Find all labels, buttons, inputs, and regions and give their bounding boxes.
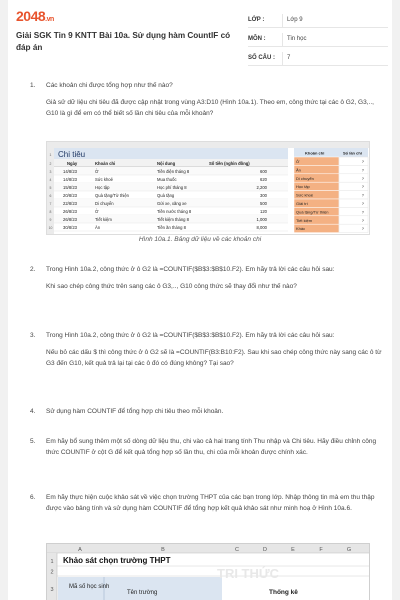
summary-count: ? bbox=[361, 159, 364, 164]
cell-category: Di chuyển bbox=[95, 200, 114, 206]
row-number: 3 bbox=[50, 587, 54, 593]
cell-date: 20/8/23 bbox=[63, 192, 77, 198]
cell-date: 26/8/23 bbox=[63, 208, 77, 214]
col-header-content: Nội dung bbox=[157, 161, 176, 166]
summary-category: Sức khoẻ bbox=[296, 192, 314, 198]
cell-amount: 2,200 bbox=[256, 184, 267, 190]
watermark: TRI THỨC bbox=[217, 566, 280, 581]
meta-value: Tin học bbox=[282, 33, 388, 46]
question-text: Các khoản chi được tổng hợp như thế nào? bbox=[46, 82, 173, 89]
row-number: 2 bbox=[50, 569, 54, 576]
question-number: 1. bbox=[30, 82, 36, 89]
question-text: Em hãy bổ sung thêm một số dòng dữ liệu thu, chi vào cả hai trang tính Thu nhập và Chi tiêu. Hãy điều chỉnh công thức COUNTIF ở cột G để kết quả tổng hợp số lần thu, chi của mỗi khoản được chính xác. bbox=[46, 438, 377, 456]
row-number: 10 bbox=[48, 225, 53, 230]
summary-header-count: Số lần chi bbox=[343, 150, 362, 156]
cell-content: Tiền ăn tháng 8 bbox=[157, 224, 186, 230]
cell-date: 22/8/23 bbox=[63, 200, 77, 206]
summary-category: Ở bbox=[296, 159, 300, 164]
cell-amount: 620 bbox=[260, 176, 267, 182]
col-b-label: Tên trường bbox=[127, 590, 158, 596]
cell-amount: 8,000 bbox=[256, 224, 267, 230]
summary-count: ? bbox=[361, 175, 364, 181]
cell-category: Sức khoẻ bbox=[95, 176, 113, 182]
column-letter: B bbox=[161, 547, 165, 553]
summary-category: Học tập bbox=[296, 184, 310, 190]
question-text: Khi sao chép công thức trên sang các ô G3,.., G10 công thức sẽ thay đổi như thế nào? bbox=[46, 283, 297, 290]
row-number: 3 bbox=[49, 169, 52, 174]
question-number: 5. bbox=[30, 438, 36, 445]
question-2 bbox=[30, 264, 382, 292]
cell-amount: 600 bbox=[260, 168, 267, 174]
question-number: 3. bbox=[30, 332, 36, 339]
cell-date: 14/8/23 bbox=[63, 176, 77, 182]
logo-main: 2048 bbox=[16, 8, 46, 24]
cell-category: Học tập bbox=[95, 184, 110, 190]
question-4 bbox=[30, 406, 382, 417]
row-number: 8 bbox=[49, 209, 52, 214]
question-text: Em hãy thực hiện cuộc khảo sát về việc chọn trường THPT của các bạn trong lớp. Nhập thông tin mà em thu thập được vào bảng tính và sử dụng hàm COUNTIF để tổng hợp kết quả khảo sát như minh hoạ ở Hình 10a.6. bbox=[46, 494, 375, 512]
survey-spreadsheet-image bbox=[47, 544, 369, 600]
column-letter: F bbox=[319, 547, 323, 553]
cell-content: Mua thuốc bbox=[157, 176, 177, 182]
question-text: Trong Hình 10a.2, công thức ở ô G2 là =COUNTIF($B$3:$B$10.F2). Em hãy trả lời các câu hỏi sau: bbox=[46, 332, 335, 339]
summary-rows bbox=[294, 157, 368, 233]
cell-category: Quà tặng/Từ thiện bbox=[95, 192, 129, 198]
summary-category: Khác bbox=[296, 226, 306, 232]
summary-count: ? bbox=[361, 209, 364, 215]
question-5 bbox=[30, 436, 382, 458]
question-1 bbox=[30, 80, 382, 119]
summary-count: ? bbox=[361, 217, 364, 223]
column-letter: A bbox=[78, 547, 82, 553]
cell-content: Tiền điện tháng 8 bbox=[157, 168, 190, 174]
question-3 bbox=[30, 330, 382, 369]
header bbox=[8, 0, 392, 60]
meta-row-subject bbox=[248, 33, 388, 47]
row-number: 2 bbox=[49, 162, 52, 166]
summary-category: Quà tặng/Từ thiện bbox=[296, 209, 329, 215]
summary-count: ? bbox=[361, 192, 364, 198]
site-logo[interactable] bbox=[16, 8, 54, 24]
cell-amount: 500 bbox=[260, 200, 267, 206]
cell-date: 15/8/23 bbox=[63, 184, 77, 190]
meta-key: SỐ CÂU : bbox=[248, 55, 275, 61]
summary-header-category: Khoản chi bbox=[305, 150, 325, 156]
question-text: Giả sử dữ liệu chi tiêu đã được cập nhật trong vùng A3:D10 (Hình 10a.1). Theo em, công thức tại các ô G2, G3,.., G10 là gì để em có thể biết số lần chi tiêu của mỗi khoản? bbox=[46, 99, 374, 117]
logo-suffix: .vn bbox=[45, 16, 54, 23]
summary-category: Di chuyển bbox=[296, 175, 314, 181]
cell-content: Gửi xe, xăng xe bbox=[157, 200, 187, 206]
question-number: 2. bbox=[30, 266, 36, 273]
meta-row-count bbox=[248, 52, 388, 66]
cell-date: 14/8/23 bbox=[63, 168, 77, 174]
cell-date: 30/8/23 bbox=[63, 224, 77, 230]
summary-count: ? bbox=[361, 201, 364, 206]
page bbox=[8, 0, 392, 600]
row-number: 1 bbox=[50, 559, 54, 565]
col-header-category: Khoản chi bbox=[95, 161, 116, 166]
row-number: 1 bbox=[49, 153, 52, 157]
summary-category: Ăn bbox=[296, 167, 301, 173]
cell-category: Tiết kiệm bbox=[95, 216, 112, 222]
meta-table bbox=[248, 14, 388, 71]
question-text: Trong Hình 10a.2, công thức ở ô G2 là =COUNTIF($B$3:$B$10.F2). Em hãy trả lời các câu hỏi sau: bbox=[46, 266, 335, 273]
summary-category: Tiết kiệm bbox=[296, 217, 313, 223]
meta-key: LỚP : bbox=[248, 17, 265, 23]
column-letter: C bbox=[235, 547, 239, 553]
page-title: Giải SGK Tin 9 KNTT Bài 10a. Sử dụng hàm CountIF có đáp án bbox=[16, 31, 231, 52]
sheet-title: Chi tiêu bbox=[58, 150, 86, 159]
cell-date: 26/8/23 bbox=[63, 216, 77, 222]
cell-amount: 300 bbox=[260, 192, 267, 198]
figure-caption: Hình 10a.1. Bảng dữ liệu về các khoản chi bbox=[138, 236, 262, 243]
cell-amount: 1,000 bbox=[256, 216, 267, 222]
col-header-date: Ngày bbox=[67, 161, 78, 166]
row-number: 4 bbox=[49, 177, 52, 182]
stats-label: Thống kê bbox=[269, 589, 298, 596]
meta-value: 7 bbox=[282, 52, 388, 65]
cell-category: Ở bbox=[95, 168, 99, 174]
cell-category: Ăn bbox=[95, 224, 101, 230]
cell-content: Tiền nước tháng 8 bbox=[157, 208, 192, 214]
row-number: 5 bbox=[49, 185, 52, 190]
cell-content: Quà tặng bbox=[157, 192, 175, 198]
survey-title: Khảo sát chọn trường THPT bbox=[63, 556, 171, 565]
summary-category: Giải trí bbox=[296, 201, 308, 206]
summary-count: ? bbox=[361, 167, 364, 173]
spreadsheet-image bbox=[47, 142, 369, 234]
question-text: Nếu bỏ các dấu $ thì công thức ở ô G2 sẽ là =COUNTIF(B3:B10:F2). Sau khi sao chép công thức này sang các ô từ G3 đến G10, kết quả trả lại tại các ô đó có đúng không? Tại sao? bbox=[46, 349, 382, 367]
figure-10a6 bbox=[46, 543, 370, 600]
question-6 bbox=[30, 492, 382, 514]
summary-count: ? bbox=[361, 226, 364, 232]
cell-amount: 120 bbox=[260, 208, 267, 214]
meta-row-class bbox=[248, 14, 388, 28]
figure-10a1 bbox=[46, 141, 370, 235]
cell-category: Ở bbox=[95, 208, 99, 214]
summary-count: ? bbox=[361, 184, 364, 190]
row-number: 6 bbox=[49, 193, 52, 198]
cell-content: Học phí tháng 8 bbox=[157, 184, 187, 190]
row-number: 9 bbox=[49, 217, 52, 222]
cell-content: Tiết kiệm tháng 8 bbox=[157, 216, 189, 222]
meta-value: Lớp 9 bbox=[282, 14, 388, 27]
question-number: 4. bbox=[30, 408, 36, 415]
column-letter: E bbox=[291, 547, 295, 553]
meta-key: MÔN : bbox=[248, 36, 266, 42]
question-number: 6. bbox=[30, 494, 36, 501]
row-number: 7 bbox=[49, 201, 52, 206]
col-header-amount: Số tiền (nghìn đồng) bbox=[209, 161, 250, 166]
column-letter: D bbox=[263, 547, 267, 553]
column-letter: G bbox=[346, 547, 352, 553]
col-a-label: Mã số học sinh bbox=[69, 584, 110, 590]
question-text: Sử dụng hàm COUNTIF để tổng hợp chi tiêu theo mỗi khoản. bbox=[46, 408, 224, 415]
